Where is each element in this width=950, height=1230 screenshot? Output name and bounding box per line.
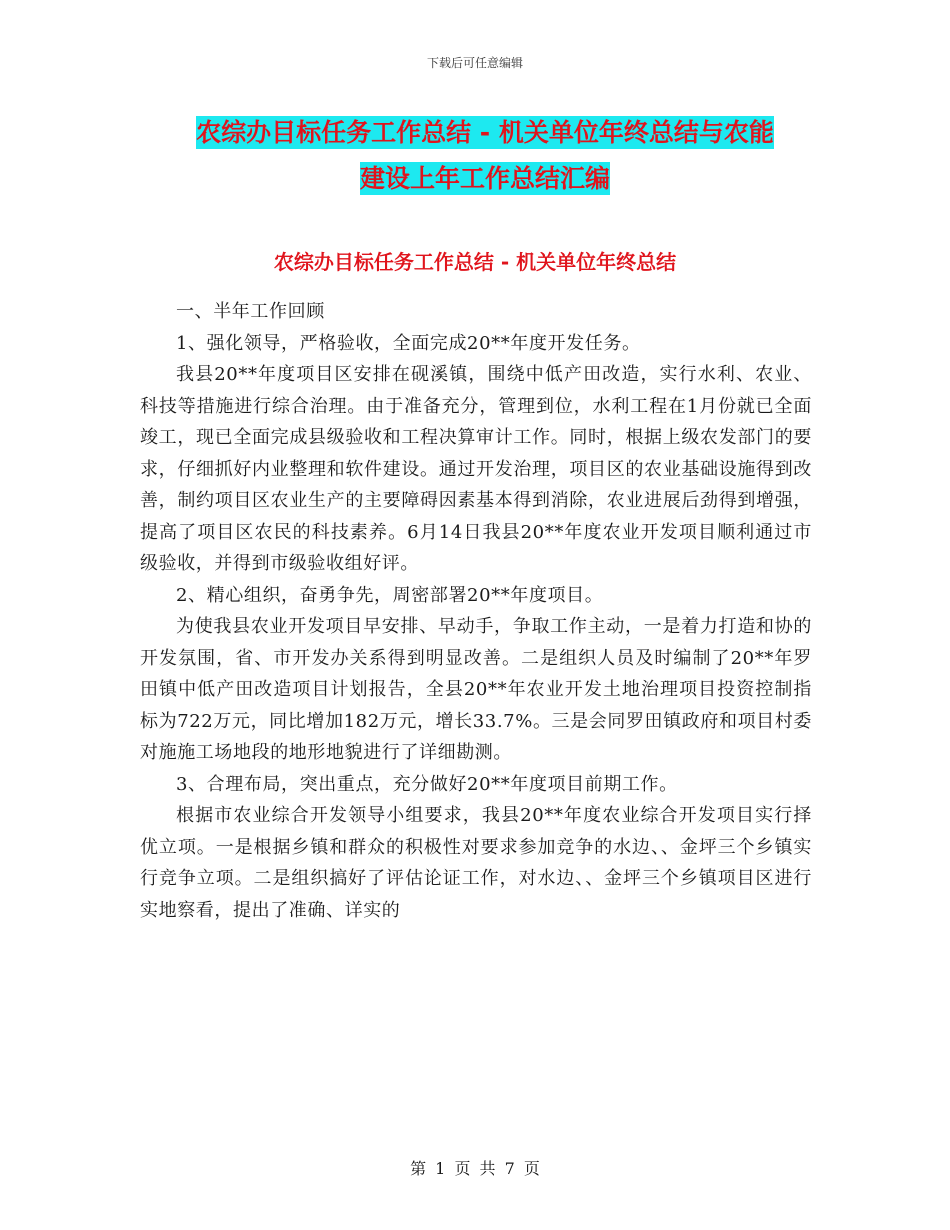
paragraph-item-1: 1、强化领导，严格验收，全面完成20**年度开发任务。 [176,332,641,354]
paragraph-item-3: 3、合理布局，突出重点，充分做好20**年度项目前期工作。 [176,773,678,795]
main-title-line-2: 建设上年工作总结汇编 [359,164,610,193]
section-title: 农综办目标任务工作总结 - 机关单位年终总结 [273,250,677,274]
paragraph-item-2: 2、精心组织，奋勇争先，周密部署20**年度项目。 [176,584,604,606]
paragraph: 根据市农业综合开发领导小组要求，我县20**年度农业综合开发项目实行择优立项。一是根据乡镇和群众的积极性对要求参加竞争的水边、、金坪三个乡镇实行竞争立项。二是组织搞好了评估论证工作，对水边、、金坪三个乡镇项目区进行实地察看，提出了准确、详实的 [140,805,812,921]
paragraph: 我县20**年度项目区安排在砚溪镇，围绕中低产田改造，实行水利、农业、科技等措施进行综合治理。由于准备充分，管理到位，水利工程在1月份就已全面竣工，现已全面完成县级验收和工程决算审计工作。同时，根据上级农发部门的要求，仔细抓好内业整理和软件建设。通过开发治理，项目区的农业基础设施得到改善，制约项目区农业生产的主要障碍因素基本得到消除，农业进展后劲得到增强，提高了项目区农民的科技素养。6月14日我县20**年度农业开发项目顺利通过市级验收，并得到市级验收组好评。 [140,364,812,574]
body-text [140,296,812,926]
header-note: 下载后可任意编辑 [426,56,523,70]
paragraph-heading: 一、半年工作回顾 [176,301,325,322]
paragraph: 为使我县农业开发项目早安排、早动手，争取工作主动，一是着力打造和协的开发氛围，省、市开发办关系得到明显改善。二是组织人员及时编制了20**年罗田镇中低产田改造项目计划报告，全县20**年农业开发土地治理项目投资控制指标为722万元，同比增加182万元，增长33.7%。三是会同罗田镇政府和项目村委对施施工场地段的地形地貌进行了详细勘测。 [140,616,812,763]
main-title [140,110,830,202]
main-title-line-1: 农综办目标任务工作总结 - 机关单位年终总结与农能 [196,118,774,147]
page-footer: 第 1 页 共 7 页 [410,1159,540,1178]
